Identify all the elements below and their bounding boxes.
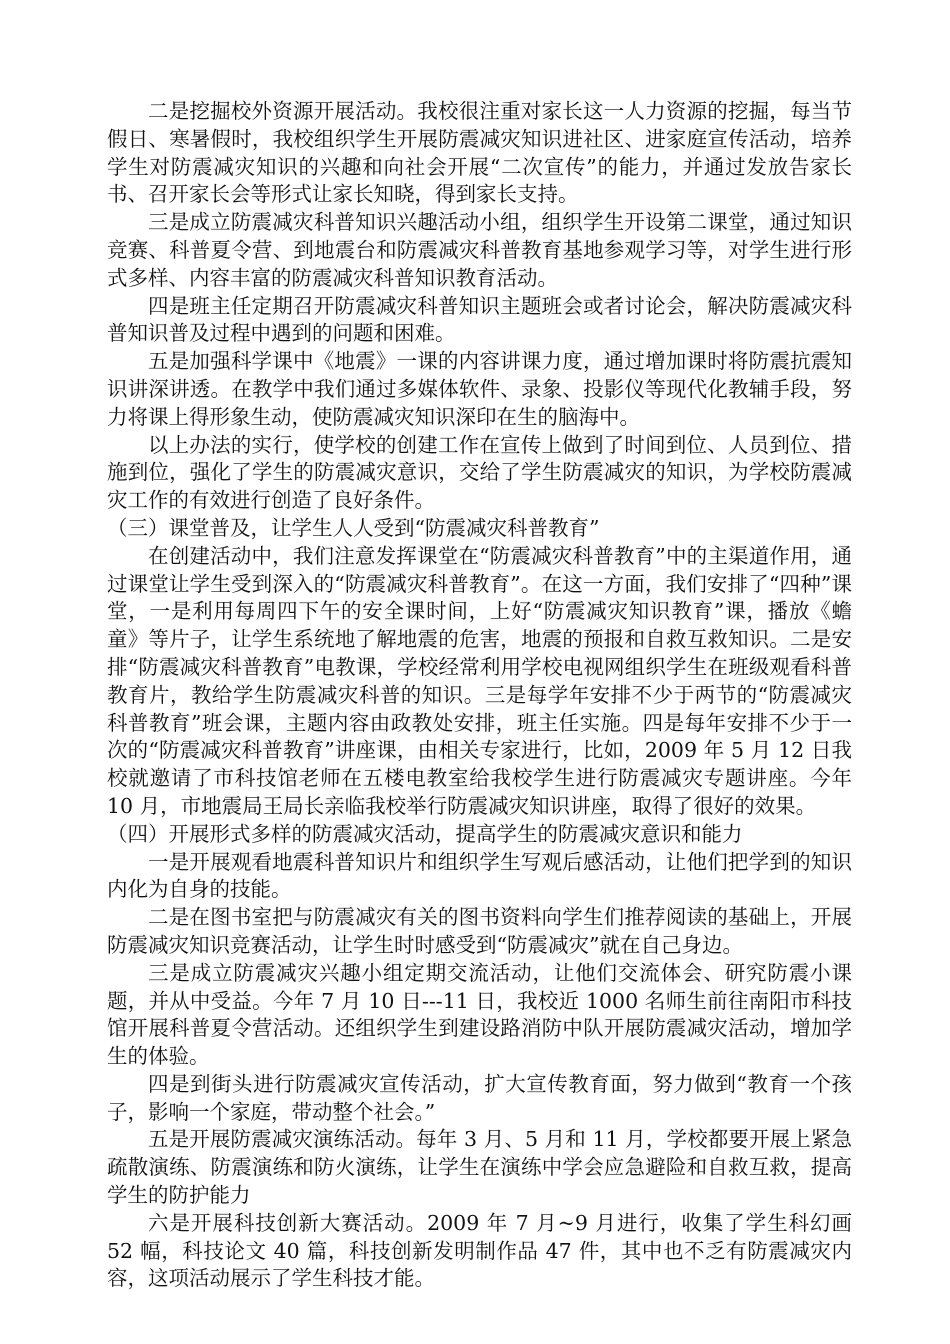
paragraph-documentary: 一是开展观看地震科普知识片和组织学生写观后感活动，让他们把学到的知识内化为自身的技能。 [107, 849, 852, 902]
paragraph-summer-camp: 三是成立防震减灾兴趣小组定期交流活动，让他们交流体会、研究防震小课题，并从中受益。今年 7 月 10 日---11 日，我校近 1000 名师生前往南阳市科技馆开展科普夏令营活动。还组织学生到建设路消防中队开展防震减灾活动，增加学生的体验。 [107, 960, 852, 1069]
document-page [107, 98, 852, 1293]
paragraph-summary: 以上办法的实行，使学校的创建工作在宣传上做到了时间到位、人员到位、措施到位，强化了学生的防震减灾意识，交给了学生防震减灾的知识，为学校防震减灾工作的有效进行创造了良好条件。 [107, 432, 852, 513]
paragraph-street-publicity: 四是到街头进行防震减灾宣传活动，扩大宣传教育面，努力做到“教育一个孩子，影响一个家庭，带动整个社会。” [107, 1071, 852, 1124]
section-heading-3: （三）课堂普及，让学生人人受到“防震减灾科普教育” [107, 515, 600, 540]
section-heading-4: （四）开展形式多样的防震减灾活动，提高学生的防震减灾意识和能力 [107, 821, 743, 846]
paragraph-community-resources: 二是挖掘校外资源开展活动。我校很注重对家长这一人力资源的挖掘，每当节假日、寒暑假时，我校组织学生开展防震减灾知识进社区、进家庭宣传活动，培养学生对防震减灾知识的兴趣和向社会开展“二次宣传”的能力，并通过发放告家长书、召开家长会等形式让家长知晓，得到家长支持。 [107, 99, 852, 207]
paragraph-class-meeting: 四是班主任定期召开防震减灾科普知识主题班会或者讨论会，解决防震减灾科普知识普及过程中遇到的问题和困难。 [107, 293, 852, 346]
paragraph-science-course: 五是加强科学课中《地震》一课的内容讲课力度，通过增加课时将防震抗震知识讲深讲透。在教学中我们通过多媒体软件、录象、投影仪等现代化教辅手段，努力将课上得形象生动，使防震减灾知识深印在生的脑海中。 [107, 349, 852, 429]
paragraph-classroom-education: 在创建活动中，我们注意发挥课堂在“防震减灾科普教育”中的主渠道作用，通过课堂让学生受到深入的“防震减灾科普教育”。在这一方面，我们安排了“四种”课堂，一是利用每周四下午的安全课时间，上好“防震减灾知识教育”课，播放《蟾童》等片子，让学生系统地了解地震的危害，地震的预报和自救互救知识。二是安排“防震减灾科普教育”电教课，学校经常利用学校电视网组织学生在班级观看科普教育片，教给学生防震减灾科普的知识。三是每学年安排不少于两节的“防震减灾科普教育”班会课，主题内容由政教处安排，班主任实施。四是每年安排不少于一次的“防震减灾科普教育”讲座课，由相关专家进行，比如，2009 年 5 月 12 日我校就邀请了市科技馆老师在五楼电教室给我校学生进行防震减灾专题讲座。今年 10 月，市地震局王局长亲临我校举行防震减灾知识讲座，取得了很好的效果。 [107, 543, 852, 818]
paragraph-innovation-contest: 六是开展科技创新大赛活动。2009 年 7 月~9 月进行，收集了学生科幻画 52 幅，科技论文 40 篇，科技创新发明制作品 47 件，其中也不乏有防震减灾内容，这项活动展示了学生科技才能。 [107, 1210, 852, 1291]
paragraph-interest-group: 三是成立防震减灾科普知识兴趣活动小组，组织学生开设第二课堂，通过知识竞赛、科普夏令营、到地震台和防震减灾科普教育基地参观学习等，对学生进行形式多样、内容丰富的防震减灾科普知识教育活动。 [107, 210, 852, 290]
paragraph-library: 二是在图书室把与防震减灾有关的图书资料向学生们推荐阅读的基础上，开展防震减灾知识竞赛活动，让学生时时感受到“防震减灾”就在自己身边。 [107, 905, 852, 957]
paragraph-drills: 五是开展防震减灾演练活动。每年 3 月、5 月和 11 月，学校都要开展上紧急疏散演练、防震演练和防火演练，让学生在演练中学会应急避险和自救互救，提高学生的防护能力 [107, 1127, 852, 1208]
